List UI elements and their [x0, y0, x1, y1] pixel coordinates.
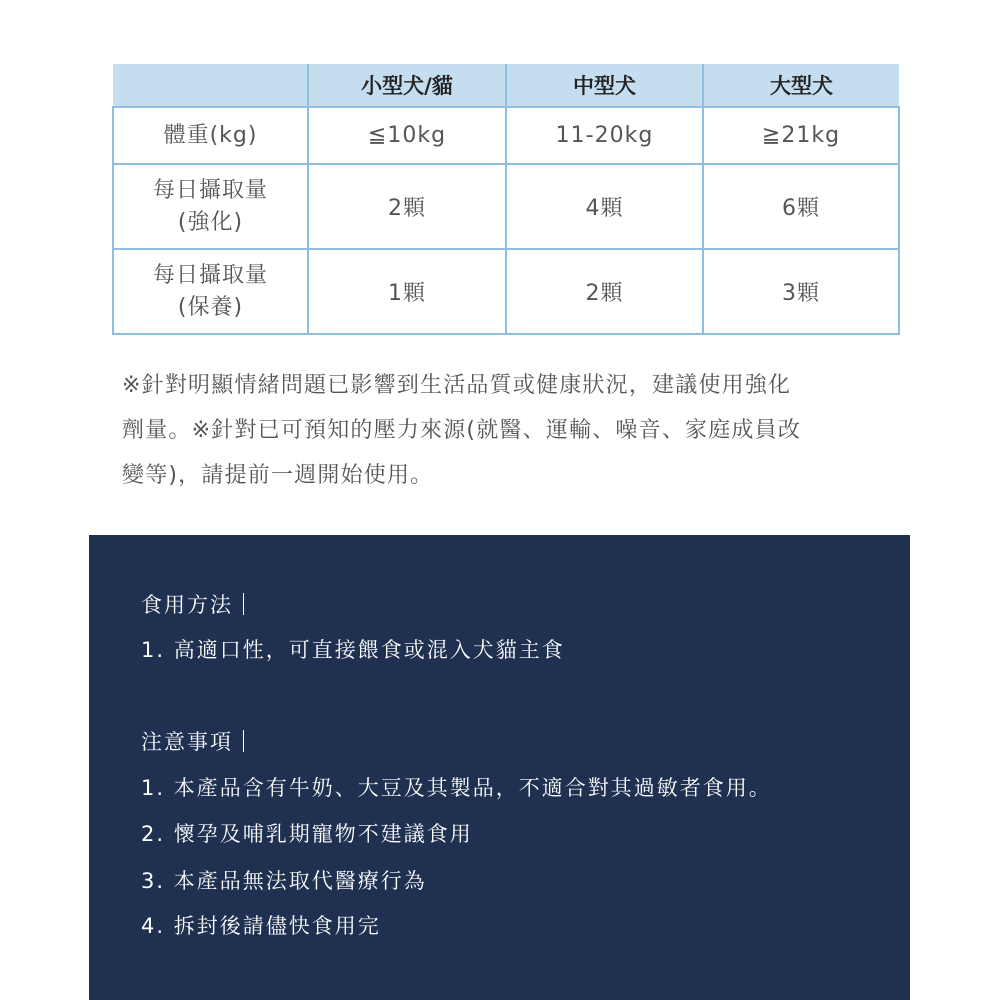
- note-line: 變等)，請提前一週開始使用。: [122, 463, 434, 488]
- table-cell: ≦10kg: [308, 107, 506, 164]
- table-header-empty: [113, 64, 308, 107]
- caution-item: 2. 懷孕及哺乳期寵物不建議食用: [141, 822, 473, 846]
- row-label: 每日攝取量 (保養): [113, 249, 308, 334]
- table-cell: ≧21kg: [703, 107, 899, 164]
- row-label: 每日攝取量 (強化): [113, 164, 308, 249]
- caution-item: 3. 本產品無法取代醫療行為: [141, 869, 427, 893]
- table-header-large: 大型犬: [703, 64, 899, 107]
- table-cell: 11-20kg: [506, 107, 703, 164]
- usage-item: 1. 高適口性，可直接餵食或混入犬貓主食: [141, 638, 565, 662]
- title-separator: [243, 730, 244, 752]
- title-separator: [243, 593, 244, 615]
- usage-title: 食用方法: [141, 589, 244, 619]
- dosage-table: [112, 64, 900, 335]
- note-line: ※針對明顯情緒問題已影響到生活品質或健康狀況，建議使用強化: [122, 373, 792, 398]
- info-panel: [89, 535, 910, 1000]
- table-cell: 6顆: [703, 164, 899, 249]
- dosage-note: [122, 363, 892, 498]
- table-header-small: 小型犬/貓: [308, 64, 506, 107]
- table-cell: 1顆: [308, 249, 506, 334]
- table-row-dose-maintenance: [113, 249, 899, 334]
- note-line: 劑量。※針對已可預知的壓力來源(就醫、運輸、噪音、家庭成員改: [122, 418, 802, 443]
- table-cell: 2顆: [506, 249, 703, 334]
- table-header-medium: 中型犬: [506, 64, 703, 107]
- table-row-weight: [113, 107, 899, 164]
- table-cell: 2顆: [308, 164, 506, 249]
- row-label: 體重(kg): [113, 107, 308, 164]
- cautions-title: 注意事項: [141, 726, 244, 756]
- table-header-row: [113, 64, 899, 107]
- caution-item: 1. 本產品含有牛奶、大豆及其製品，不適合對其過敏者食用。: [141, 776, 772, 800]
- table-row-dose-enhanced: [113, 164, 899, 249]
- table-cell: 3顆: [703, 249, 899, 334]
- caution-item: 4. 拆封後請儘快食用完: [141, 914, 381, 938]
- table-cell: 4顆: [506, 164, 703, 249]
